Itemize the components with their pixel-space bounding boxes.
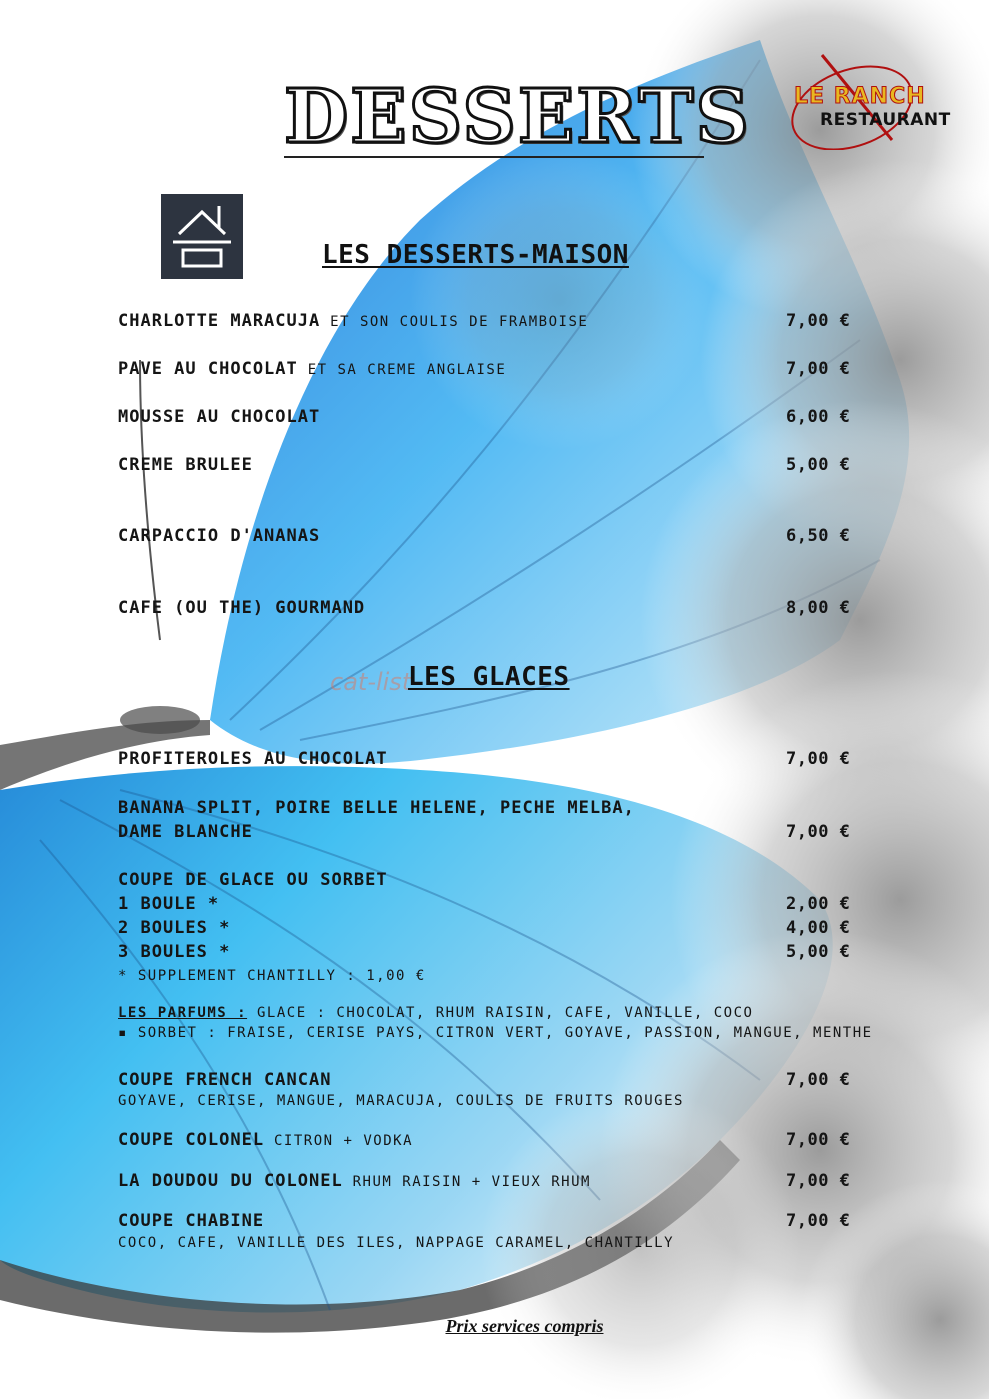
menu-item-price: 6,00 € (786, 407, 851, 427)
menu-item-price: 7,00 € (786, 311, 851, 331)
menu-item: PROFITEROLES AU CHOCOLAT (118, 749, 388, 769)
menu-item: COUPE CHABINE (118, 1211, 265, 1231)
menu-item-price: 7,00 € (786, 1130, 851, 1150)
menu-item: CAFE (OU THE) GOURMAND (118, 598, 366, 618)
page-title-text: DESSERTS (284, 74, 751, 160)
logo-name: LE RANCH (794, 84, 926, 109)
watermark: cat-list (330, 668, 412, 696)
menu-item-price: 8,00 € (786, 598, 851, 618)
menu-item-price: 7,00 € (786, 1171, 851, 1191)
section-title-glaces: LES GLACES (408, 662, 570, 692)
menu-item-price: 4,00 € (786, 918, 851, 938)
menu-item: 3 BOULES * (118, 942, 231, 962)
menu-item-price: 2,00 € (786, 894, 851, 914)
menu-item-price: 5,00 € (786, 455, 851, 475)
logo-subtitle: RESTAURANT (820, 110, 951, 130)
homemade-house-icon (161, 194, 243, 279)
menu-item-description: COCO, CAFE, VANILLE DES ILES, NAPPAGE CARAMEL, CHANTILLY (118, 1235, 675, 1251)
menu-item-price: 7,00 € (786, 822, 851, 842)
menu-item: CREME BRULEE (118, 455, 253, 475)
menu-item: CHARLOTTE MARACUJA ET SON COULIS DE FRAMBOISE (118, 311, 589, 331)
parfums-sorbet-line: ▪ SORBET : FRAISE, CERISE PAYS, CITRON VERT, GOYAVE, PASSION, MANGUE, MENTHE (118, 1025, 873, 1041)
menu-item-price: 7,00 € (786, 1070, 851, 1090)
menu-item-price: 6,50 € (786, 526, 851, 546)
menu-item: COUPE FRENCH CANCAN (118, 1070, 332, 1090)
parfums-glace-line: LES PARFUMS : GLACE : CHOCOLAT, RHUM RAISIN, CAFE, VANILLE, COCO (118, 1005, 754, 1021)
menu-item: CARPACCIO D'ANANAS (118, 526, 321, 546)
menu-item: 2 BOULES * (118, 918, 231, 938)
menu-item-price: 7,00 € (786, 359, 851, 379)
supplement-note: * SUPPLEMENT CHANTILLY : 1,00 € (118, 968, 426, 984)
menu-item: PAVE AU CHOCOLAT ET SA CREME ANGLAISE (118, 359, 507, 379)
menu-item: 1 BOULE * (118, 894, 220, 914)
menu-item: COUPE DE GLACE OU SORBET (118, 870, 388, 890)
footer-note: Prix services compris (445, 1316, 604, 1336)
restaurant-logo (782, 50, 952, 150)
menu-item-price: 7,00 € (786, 749, 851, 769)
menu-item: BANANA SPLIT, POIRE BELLE HELENE, PECHE MELBA, (118, 798, 635, 818)
page-title (284, 74, 751, 160)
menu-item: COUPE COLONEL CITRON + VODKA (118, 1130, 413, 1150)
menu-item-price: 5,00 € (786, 942, 851, 962)
menu-item-price: 7,00 € (786, 1211, 851, 1231)
menu-item: MOUSSE AU CHOCOLAT (118, 407, 321, 427)
menu-item: DAME BLANCHE (118, 822, 253, 842)
menu-item: LA DOUDOU DU COLONEL RHUM RAISIN + VIEUX RHUM (118, 1171, 591, 1191)
section-title-desserts-maison: LES DESSERTS-MAISON (322, 240, 629, 270)
menu-item-description: GOYAVE, CERISE, MANGUE, MARACUJA, COULIS DE FRUITS ROUGES (118, 1093, 684, 1109)
